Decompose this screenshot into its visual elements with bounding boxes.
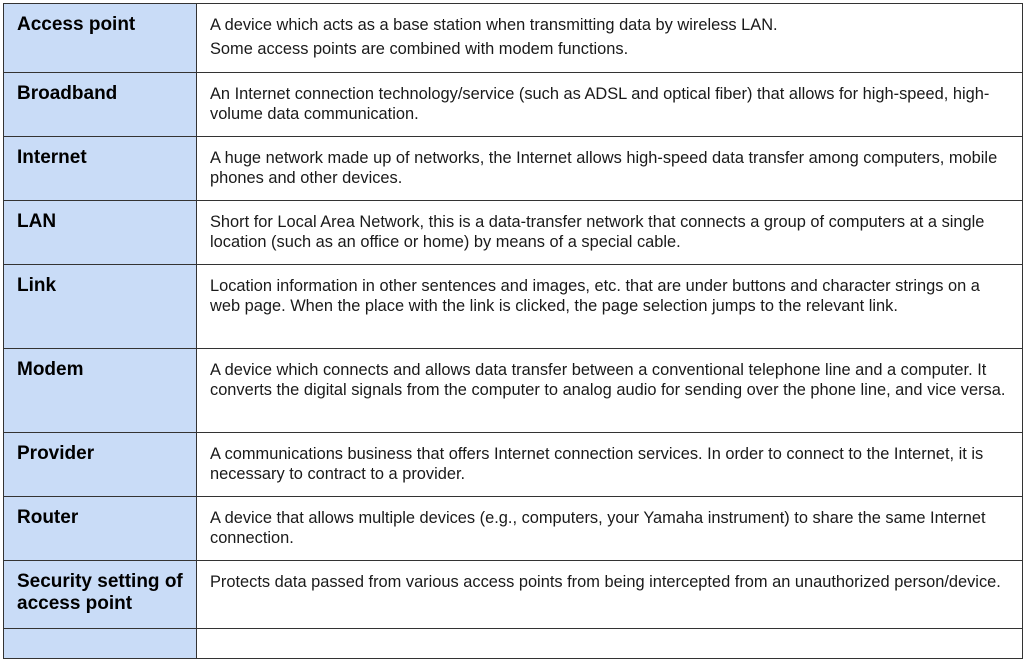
definition-cell xyxy=(197,433,1023,497)
table-row xyxy=(4,265,1023,349)
definition-cell xyxy=(197,137,1023,201)
definition-cell xyxy=(197,497,1023,561)
glossary-table xyxy=(3,3,1023,659)
term-cell xyxy=(4,561,197,629)
definition-text: Some access points are combined with modem functions. xyxy=(210,40,629,58)
definition-text: A communications business that offers Internet connection services. In order to connect to the Internet, it is necessary to contract to a provider. xyxy=(210,445,984,483)
term-cell xyxy=(4,265,197,349)
glossary-body xyxy=(4,4,1023,659)
table-row xyxy=(4,73,1023,137)
definition-cell xyxy=(197,4,1023,73)
table-row xyxy=(4,433,1023,497)
definition-cell xyxy=(197,73,1023,137)
table-row xyxy=(4,137,1023,201)
definition-cell xyxy=(197,201,1023,265)
term-cell xyxy=(4,201,197,265)
term-label: Internet xyxy=(17,147,87,168)
term-cell xyxy=(4,349,197,433)
term-label: Broadband xyxy=(17,83,118,104)
table-row xyxy=(4,201,1023,265)
term-label: Security setting of access point xyxy=(17,571,183,614)
definition-text: Protects data passed from various access points from being intercepted from an unauthorized person/device. xyxy=(210,573,1001,591)
term-cell xyxy=(4,4,197,73)
table-row xyxy=(4,4,1023,73)
term-label: Provider xyxy=(17,443,95,464)
definition-text: A device that allows multiple devices (e.g., computers, your Yamaha instrument) to share the same Internet connection. xyxy=(210,509,986,547)
term-label: Access point xyxy=(17,14,136,35)
term-label: Modem xyxy=(17,359,84,380)
definition-cell xyxy=(197,561,1023,629)
table-row xyxy=(4,349,1023,433)
term-label: Router xyxy=(17,507,79,528)
term-cell xyxy=(4,629,197,659)
term-cell xyxy=(4,137,197,201)
table-row xyxy=(4,629,1023,659)
definition-text: An Internet connection technology/service (such as ADSL and optical fiber) that allows for high-speed, high-volume data communication. xyxy=(210,85,990,123)
definition-text: Short for Local Area Network, this is a data-transfer network that connects a group of computers at a single location (such as an office or home) by means of a special cable. xyxy=(210,213,985,251)
term-cell xyxy=(4,433,197,497)
term-label: LAN xyxy=(17,211,57,232)
table-row xyxy=(4,497,1023,561)
definition-cell xyxy=(197,265,1023,349)
definition-text: A device which acts as a base station when transmitting data by wireless LAN. xyxy=(210,16,778,34)
definition-cell xyxy=(197,629,1023,659)
table-row xyxy=(4,561,1023,629)
definition-text: Location information in other sentences and images, etc. that are under buttons and character strings on a web page. When the place with the link is clicked, the page selection jumps to the relevant link. xyxy=(210,277,980,315)
term-cell xyxy=(4,73,197,137)
definition-text: A huge network made up of networks, the Internet allows high-speed data transfer among computers, mobile phones and other devices. xyxy=(210,149,998,187)
term-cell xyxy=(4,497,197,561)
definition-cell xyxy=(197,349,1023,433)
definition-text: A device which connects and allows data transfer between a conventional telephone line and a computer. It converts the digital signals from the computer to analog audio for sending over the phone line, and vice versa. xyxy=(210,361,1006,399)
term-label: Link xyxy=(17,275,57,296)
